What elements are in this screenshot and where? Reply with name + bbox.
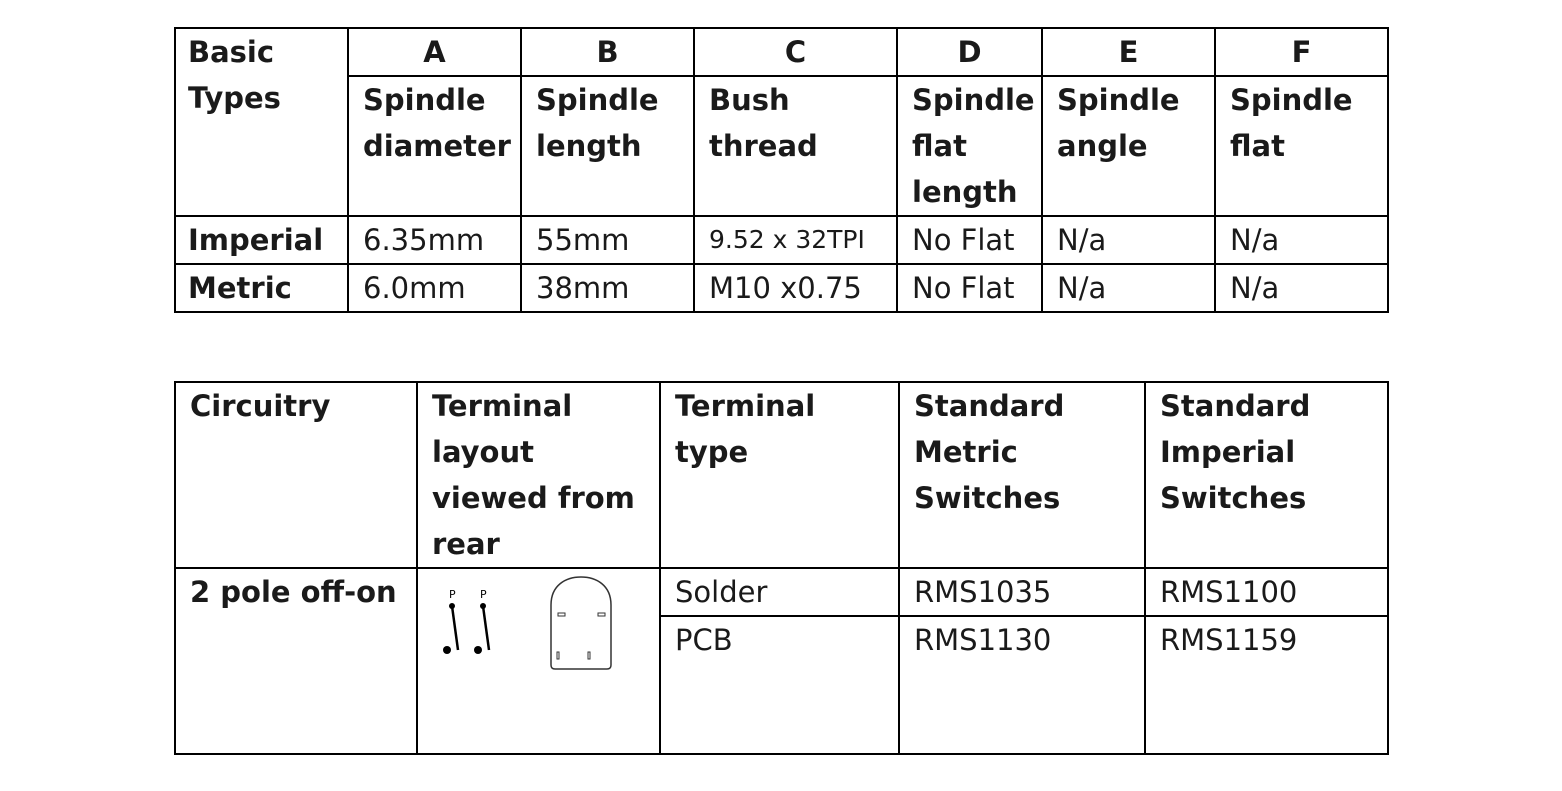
- circuitry-table: [174, 381, 1389, 755]
- header-spindle-flat-length: Spindle flat length: [897, 76, 1042, 216]
- header-spindle-length: Spindle length: [521, 76, 694, 216]
- column-letter-b: B: [521, 28, 694, 76]
- table-row: [175, 568, 1388, 616]
- metric-switch-cell: RMS1130: [899, 616, 1145, 754]
- table-cell: 6.0mm: [348, 264, 521, 312]
- table-cell: No Flat: [897, 264, 1042, 312]
- header-spindle-angle: Spindle angle: [1042, 76, 1215, 216]
- table-cell: 55mm: [521, 216, 694, 264]
- header-bush-thread: Bush thread: [694, 76, 897, 216]
- table-cell: 9.52 x 32TPI: [694, 216, 897, 264]
- table-cell: 38mm: [521, 264, 694, 312]
- table-cell: 6.35mm: [348, 216, 521, 264]
- table-row: [175, 264, 1388, 312]
- column-letter-c: C: [694, 28, 897, 76]
- imperial-switch-cell: RMS1100: [1145, 568, 1388, 616]
- header-terminal-layout: Terminal layout viewed from rear: [417, 382, 660, 568]
- row-type-label: Metric: [175, 264, 348, 312]
- table-cell: N/a: [1042, 264, 1215, 312]
- table-cell: N/a: [1215, 216, 1388, 264]
- basic-types-table: [174, 27, 1389, 313]
- row-type-label: Imperial: [175, 216, 348, 264]
- imperial-switch-cell: RMS1159: [1145, 616, 1388, 754]
- terminal-type-cell: PCB: [660, 616, 899, 754]
- header-terminal-type: Terminal type: [660, 382, 899, 568]
- basic-types-header: Basic Types: [175, 28, 348, 216]
- table-cell: N/a: [1042, 216, 1215, 264]
- metric-switch-cell: RMS1035: [899, 568, 1145, 616]
- terminal-layout-diagram: [418, 569, 659, 753]
- header-spindle-flat: Spindle flat: [1215, 76, 1388, 216]
- header-circuitry: Circuitry: [175, 382, 417, 568]
- table-cell: No Flat: [897, 216, 1042, 264]
- column-letter-e: E: [1042, 28, 1215, 76]
- header-standard-metric: Standard Metric Switches: [899, 382, 1145, 568]
- terminal-type-cell: Solder: [660, 568, 899, 616]
- terminal-layout-cell: [417, 568, 660, 754]
- table-cell: N/a: [1215, 264, 1388, 312]
- column-letter-d: D: [897, 28, 1042, 76]
- header-standard-imperial: Standard Imperial Switches: [1145, 382, 1388, 568]
- column-letter-f: F: [1215, 28, 1388, 76]
- pole-label-1: P: [449, 588, 456, 601]
- table-cell: M10 x0.75: [694, 264, 897, 312]
- column-letter-a: A: [348, 28, 521, 76]
- pole-label-2: P: [480, 588, 487, 601]
- switch-terminal-icon: [418, 569, 659, 753]
- circuitry-value: 2 pole off-on: [175, 568, 417, 754]
- table-row: [175, 216, 1388, 264]
- header-spindle-diameter: Spindle diameter: [348, 76, 521, 216]
